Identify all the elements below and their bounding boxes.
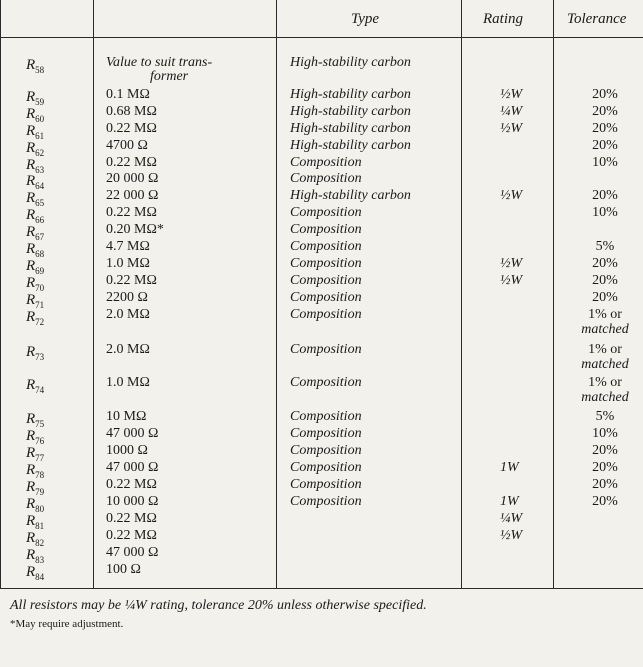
column-divider xyxy=(276,0,277,588)
resistor-tolerance: 20% xyxy=(592,273,618,288)
resistor-tolerance: 20% xyxy=(592,494,618,509)
resistor-tolerance-cont: matched xyxy=(581,357,629,372)
resistor-value: 20 000 Ω xyxy=(106,171,159,186)
resistor-type: Composition xyxy=(290,273,362,288)
resistor-ref-letter: R xyxy=(26,224,36,240)
resistor-type: High-stability carbon xyxy=(290,87,411,102)
resistor-value: 0.22 MΩ xyxy=(106,205,157,220)
resistor-value: 100 Ω xyxy=(106,562,141,577)
resistor-tolerance: 10% xyxy=(592,155,618,170)
resistor-ref-number: 81 xyxy=(35,521,45,531)
resistor-tolerance-cont: matched xyxy=(581,322,629,337)
resistor-ref-number: 64 xyxy=(35,181,45,191)
resistor-ref-letter: R xyxy=(26,292,36,308)
resistor-tolerance: 20% xyxy=(592,443,618,458)
resistor-tolerance: 20% xyxy=(592,290,618,305)
resistor-type: High-stability carbon xyxy=(290,121,411,136)
resistor-ref-number: 75 xyxy=(35,419,45,429)
resistor-ref-letter: R xyxy=(26,479,36,495)
column-divider xyxy=(553,0,554,588)
header-rating: Rating xyxy=(483,11,523,27)
resistor-value: 0.22 MΩ xyxy=(106,121,157,136)
resistor-ref-number: 61 xyxy=(35,131,45,141)
resistor-ref-number: 60 xyxy=(35,114,45,124)
resistor-tolerance: 20% xyxy=(592,460,618,475)
resistor-ref-letter: R xyxy=(26,140,36,156)
header-type: Type xyxy=(351,11,380,27)
resistor-ref-letter: R xyxy=(26,123,36,139)
resistor-type: Composition xyxy=(290,290,362,305)
resistor-ref-letter: R xyxy=(26,377,36,393)
resistor-ref xyxy=(26,310,44,329)
resistor-value: 10 MΩ xyxy=(106,409,147,424)
resistor-value: 0.22 MΩ xyxy=(106,155,157,170)
resistor-rating: ½W xyxy=(500,273,523,288)
resistor-type: Composition xyxy=(290,171,362,186)
resistor-ref-letter: R xyxy=(26,513,36,529)
resistor-ref-number: 59 xyxy=(35,97,45,107)
resistor-tolerance: 5% xyxy=(595,409,615,424)
resistor-type: High-stability carbon xyxy=(290,188,411,203)
resistor-tolerance: 20% xyxy=(592,138,618,153)
resistor-ref-letter: R xyxy=(26,106,36,122)
resistor-value: 1.0 MΩ xyxy=(106,375,150,390)
resistor-ref-letter: R xyxy=(26,309,36,325)
resistor-rating: ½W xyxy=(500,87,523,102)
resistor-ref-letter: R xyxy=(26,496,36,512)
resistor-rating: 1W xyxy=(500,460,519,475)
resistor-rating: 1W xyxy=(500,494,519,509)
resistor-value: 0.22 MΩ xyxy=(106,477,157,492)
resistor-type: Composition xyxy=(290,426,362,441)
resistor-ref-letter: R xyxy=(26,445,36,461)
resistor-value: 47 000 Ω xyxy=(106,460,159,475)
resistor-type: Composition xyxy=(290,256,362,271)
resistor-type: Composition xyxy=(290,443,362,458)
resistor-ref-letter: R xyxy=(26,57,36,73)
resistor-ref-number: 67 xyxy=(35,232,45,242)
header-tolerance: Tolerance xyxy=(567,11,627,27)
resistor-ref-letter: R xyxy=(26,411,36,427)
resistor-tolerance: 5% xyxy=(595,239,615,254)
resistor-ref-number: 79 xyxy=(35,487,45,497)
resistor-tolerance: 20% xyxy=(592,104,618,119)
resistor-ref-letter: R xyxy=(26,258,36,274)
column-divider xyxy=(93,0,94,588)
resistor-ref-number: 65 xyxy=(35,198,45,208)
resistor-tolerance: 1% or xyxy=(588,342,622,357)
resistor-rating: ½W xyxy=(500,121,523,136)
resistor-tolerance: 1% or xyxy=(588,307,622,322)
resistor-value: 1000 Ω xyxy=(106,443,148,458)
resistor-type: Composition xyxy=(290,460,362,475)
resistor-type: High-stability carbon xyxy=(290,55,411,70)
resistor-value: 0.22 MΩ xyxy=(106,511,157,526)
footnote-asterisk: *May require adjustment. xyxy=(10,618,124,630)
resistor-type: High-stability carbon xyxy=(290,104,411,119)
resistor-type: Composition xyxy=(290,155,362,170)
resistor-type: Composition xyxy=(290,375,362,390)
resistor-ref-number: 71 xyxy=(35,300,45,310)
resistor-ref-number: 66 xyxy=(35,215,45,225)
resistor-rating: ½W xyxy=(500,188,523,203)
resistor-tolerance: 1% or xyxy=(588,375,622,390)
resistor-value: 22 000 Ω xyxy=(106,188,159,203)
resistor-ref-number: 74 xyxy=(35,385,45,395)
resistor-value: 4.7 MΩ xyxy=(106,239,150,254)
resistor-ref-number: 76 xyxy=(35,436,45,446)
resistor-ref-letter: R xyxy=(26,344,36,360)
resistor-ref-letter: R xyxy=(26,173,36,189)
resistor-tolerance: 10% xyxy=(592,426,618,441)
resistor-tolerance: 20% xyxy=(592,188,618,203)
resistor-ref-number: 80 xyxy=(35,504,45,514)
resistor-value: 2200 Ω xyxy=(106,290,148,305)
resistor-ref-letter: R xyxy=(26,564,36,580)
footnote: All resistors may be ¼W rating, tolerance 20% unless otherwise specified. xyxy=(10,598,427,613)
resistor-ref xyxy=(26,345,44,364)
resistor-type: Composition xyxy=(290,342,362,357)
resistor-tolerance: 20% xyxy=(592,87,618,102)
resistor-ref-letter: R xyxy=(26,157,36,173)
resistor-value: 0.1 MΩ xyxy=(106,87,150,102)
resistor-type: High-stability carbon xyxy=(290,138,411,153)
resistor-ref xyxy=(26,58,44,77)
resistor-ref-letter: R xyxy=(26,547,36,563)
resistor-rating: ¼W xyxy=(500,511,523,526)
resistor-tolerance: 20% xyxy=(592,256,618,271)
resistor-tolerance: 10% xyxy=(592,205,618,220)
resistor-ref-number: 83 xyxy=(35,555,45,565)
resistor-value: Value to suit trans- xyxy=(106,55,213,70)
resistor-ref-letter: R xyxy=(26,89,36,105)
resistor-ref-letter: R xyxy=(26,207,36,223)
resistor-type: Composition xyxy=(290,205,362,220)
resistor-rating: ¼W xyxy=(500,104,523,119)
resistor-ref-number: 69 xyxy=(35,266,45,276)
resistor-ref-number: 78 xyxy=(35,470,45,480)
resistor-ref-letter: R xyxy=(26,428,36,444)
resistor-rating: ½W xyxy=(500,256,523,271)
resistor-type: Composition xyxy=(290,409,362,424)
resistor-type: Composition xyxy=(290,222,362,237)
resistor-type: Composition xyxy=(290,239,362,254)
resistor-ref-number: 72 xyxy=(35,317,45,327)
resistor-ref-letter: R xyxy=(26,190,36,206)
resistor-rating: ½W xyxy=(500,528,523,543)
resistor-ref-number: 82 xyxy=(35,538,45,548)
resistor-type: Composition xyxy=(290,494,362,509)
resistor-ref-number: 58 xyxy=(35,65,45,75)
resistor-ref-number: 63 xyxy=(35,165,45,175)
resistor-value: 0.22 MΩ xyxy=(106,273,157,288)
resistor-ref-number: 62 xyxy=(35,148,45,158)
resistor-value: 10 000 Ω xyxy=(106,494,159,509)
column-divider xyxy=(461,0,462,588)
resistor-value: 0.20 MΩ* xyxy=(106,222,164,237)
resistor-ref-number: 68 xyxy=(35,249,45,259)
resistor-value-cont: former xyxy=(150,69,189,84)
resistor-value: 0.68 MΩ xyxy=(106,104,157,119)
resistor-ref-number: 70 xyxy=(35,283,45,293)
resistor-value: 47 000 Ω xyxy=(106,426,159,441)
table-border-left xyxy=(0,0,1,588)
resistor-value: 4700 Ω xyxy=(106,138,148,153)
resistor-ref-letter: R xyxy=(26,275,36,291)
resistor-ref-letter: R xyxy=(26,462,36,478)
resistor-ref xyxy=(26,565,44,584)
resistor-value: 1.0 MΩ xyxy=(106,256,150,271)
resistor-value: 47 000 Ω xyxy=(106,545,159,560)
resistor-tolerance: 20% xyxy=(592,121,618,136)
resistor-tolerance-cont: matched xyxy=(581,390,629,405)
resistor-value: 2.0 MΩ xyxy=(106,307,150,322)
resistor-type: Composition xyxy=(290,477,362,492)
resistor-tolerance: 20% xyxy=(592,477,618,492)
resistor-ref-letter: R xyxy=(26,530,36,546)
header-rule xyxy=(0,37,643,38)
resistor-value: 0.22 MΩ xyxy=(106,528,157,543)
resistor-type: Composition xyxy=(290,307,362,322)
resistor-ref-letter: R xyxy=(26,241,36,257)
resistor-ref xyxy=(26,378,44,397)
table-bottom-rule xyxy=(0,588,643,589)
resistor-ref-number: 73 xyxy=(35,352,45,362)
resistor-ref-number: 77 xyxy=(35,453,45,463)
resistor-value: 2.0 MΩ xyxy=(106,342,150,357)
resistor-ref-number: 84 xyxy=(35,572,45,582)
